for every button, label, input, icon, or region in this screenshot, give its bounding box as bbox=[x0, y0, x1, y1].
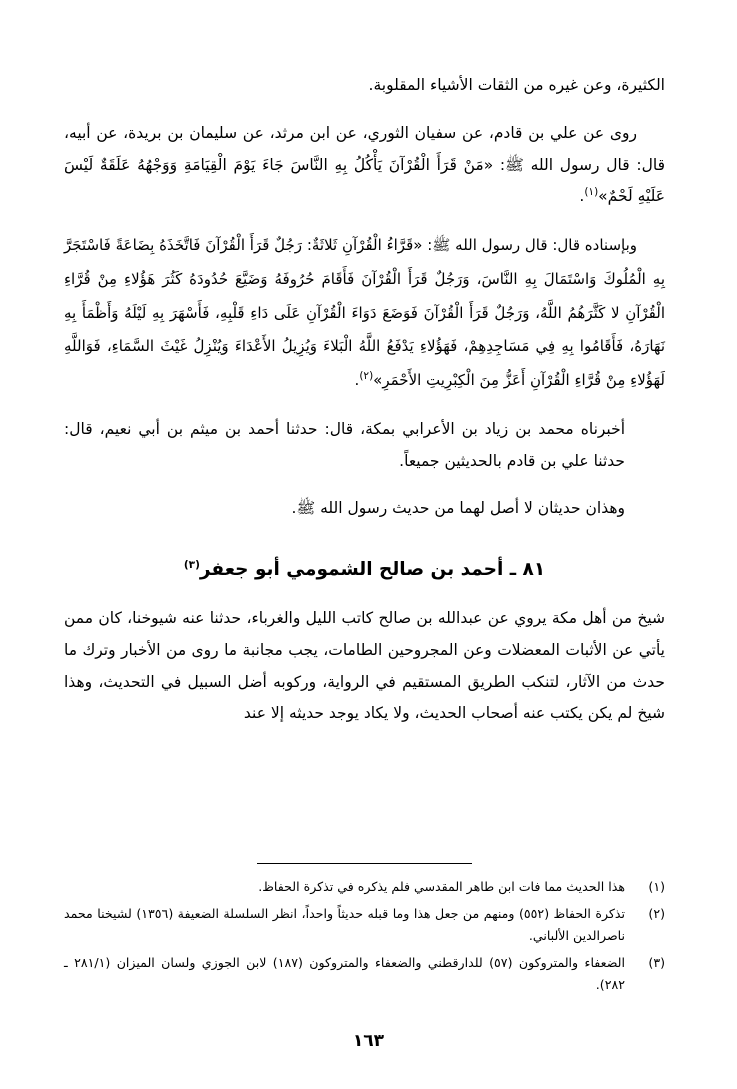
paragraph-narration-chain: أخبرناه محمد بن زياد بن الأعرابي بمكة، قال: حدثنا أحمد بن ميثم بن أبي نعيم، قال: حدثنا علي بن قادم بالحديثين جميعاً. bbox=[64, 419, 625, 470]
footnote-text: تذكرة الحفاظ (٥٥٢) ومنهم من جعل هذا وما قبله حديثاً واحداً، انظر السلسلة الضعيفة (١٣٥٦) لشيخنا محمد ناصرالدين الألباني. bbox=[64, 905, 625, 943]
footnote-number: (٣) bbox=[648, 954, 665, 970]
paragraph-hadith-quoted bbox=[64, 229, 665, 398]
page-body bbox=[64, 70, 665, 730]
paragraph-continuation: الكثيرة، وعن غيره من الثقات الأشياء المقلوبة. bbox=[368, 76, 665, 94]
paragraph-text: وبإسناده قال: قال رسول الله ﷺ: «قَرَّاءُ الْقُرْآنِ ثَلاثَةٌ: رَجُلٌ قَرَأَ الْقُرْآنَ فَاتَّخَذَهُ بِضَاعَةً فَاسْتَجَرَّ بِهِ الْمُلُوكَ وَاسْتَمَالَ بِهِ النَّاسَ، وَرَجُلٌ قَرَأَ الْقُرْآنَ فَأَقَامَ حُرُوفَهُ وَضَيَّعَ حُدُودَهُ كَثُرَ هَؤُلاءِ مِنْ قُرَّاءِ الْقُرْآنِ لا كَثَّرَهُمُ اللَّهُ، وَرَجُلٌ قَرَأَ الْقُرْآنَ فَوَضَعَ دَوَاءَ الْقُرْآنِ عَلَى دَاءِ قَلْبِهِ، فَأَسْهَرَ بِهِ لَيْلَهُ وَأَظْمَأَ بِهِ نَهَارَهُ، فَأَقَامُوا بِهِ فِي مَسَاجِدِهِمْ، فَهَؤُلاءِ يَدْفَعُ اللَّهُ الْبَلاءَ وَيُزِيلُ الأَعْدَاءَ وَيُنْزِلُ غَيْثَ السَّمَاءِ، فَوَاللَّهِ لَهَؤُلاءِ مِنْ قُرَّاءِ الْقُرْآنِ أَعَزُّ مِنَ الْكِبْرِيتِ الأَحْمَرِ» bbox=[64, 236, 665, 390]
footnote-marker-3[interactable]: (٣) bbox=[183, 558, 200, 571]
footnote-item bbox=[64, 876, 665, 898]
footnote-marker-1[interactable]: (١) bbox=[584, 186, 599, 199]
footnote-text: هذا الحديث مما فات ابن طاهر المقدسي فلم يذكره في تذكرة الحفاظ. bbox=[258, 878, 625, 894]
footnote-item bbox=[64, 952, 665, 996]
paragraph-tail: . bbox=[579, 187, 585, 206]
footnote-number: (١) bbox=[648, 878, 665, 894]
footnote-number: (٢) bbox=[648, 905, 665, 921]
footnote-separator-rule bbox=[257, 863, 472, 864]
footnote-item bbox=[64, 903, 665, 947]
paragraph-biography: شيخ من أهل مكة يروي عن عبدالله بن صالح كاتب الليل والغرباء، حدثنا عنه شيوخنا، كان ممن يأتي عن الأثبات المعضلات وعن المجروحين الطامات، يجب مجانبة ما روى من الأخبار وترك ما حدث من الآثار، لتنكب الطريق المستقيم في الرواية، وركوبه أضل السبيل في التحديث، وهذا شيخ لم يكن يكتب عنه أصحاب الحديث، ولا يكاد يوجد حديثه إلا عند bbox=[64, 609, 665, 723]
footnotes-section bbox=[64, 863, 665, 1001]
page-number: ١٦٣ bbox=[352, 1031, 385, 1051]
section-heading bbox=[64, 551, 665, 589]
paragraph-tail: . bbox=[354, 371, 360, 390]
footnote-text: الضعفاء والمتروكون (٥٧) للدارقطني والضعفاء والمتروكون (١٨٧) لابن الجوزي ولسان الميزان (٢٨١/١ ـ ٢٨٢). bbox=[64, 954, 625, 992]
paragraph-verdict: وهذان حديثان لا أصل لهما من حديث رسول الله ﷺ. bbox=[291, 499, 625, 518]
paragraph-hadith-isnad bbox=[64, 118, 665, 213]
paragraph-text: روى عن علي بن قادم، عن سفيان الثوري، عن ابن مرثد، عن سليمان بن بريدة، عن أبيه، قال: قال رسول الله ﷺ: «مَنْ قَرَأَ الْقُرْآنَ يَأْكُلُ بِهِ النَّاسَ جَاءَ يَوْمَ الْقِيَامَةِ وَوَجْهُهُ عَلَقَةٌ لَيْسَ عَلَيْهِ لَحْمٌ» bbox=[64, 123, 665, 206]
section-heading-text: ٨١ ـ أحمد بن صالح الشمومي أبو جعفر bbox=[199, 559, 546, 581]
footnote-marker-2[interactable]: (٢) bbox=[359, 370, 374, 383]
